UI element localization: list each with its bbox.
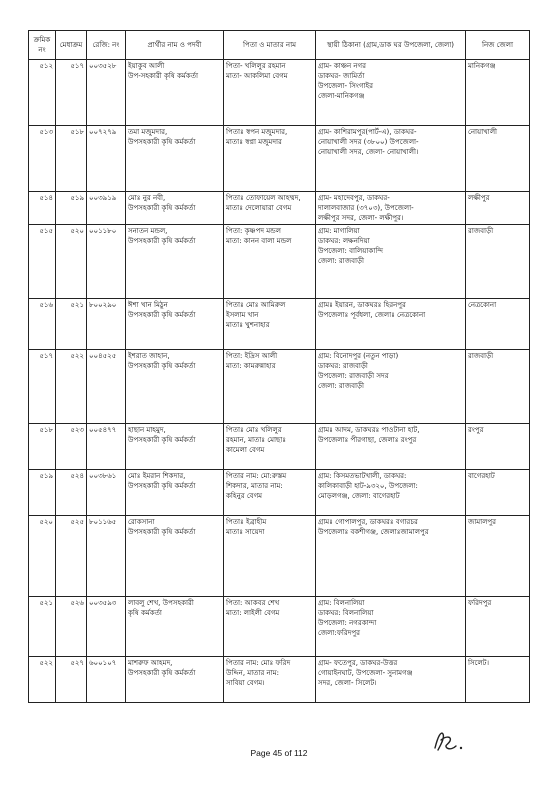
serial-cell: ৫১৮ [29, 424, 56, 470]
name-designation-line: ঈশা খান মিঠুন [128, 301, 168, 309]
name-designation-line: মোঃ ইমরান শিকদার, [128, 472, 186, 480]
home-district-cell: মানিকগঞ্জ [466, 60, 530, 126]
serial-cell: ৫২০ [29, 516, 56, 597]
address-line: জেলা-মানিকগঞ্জ [318, 92, 365, 100]
table-row [29, 192, 530, 225]
address-line: উপজেলা: নগরকান্দা [318, 619, 377, 627]
address-line: গ্রামঃ গোপালপুর, ডাকঘরঃ বগারচর [318, 518, 418, 526]
parents-line: রহমান, মাতাঃ মোছাঃ [226, 436, 286, 444]
name-designation-cell [126, 424, 224, 470]
name-designation-cell [126, 516, 224, 597]
address-line: উপজেলা- সিংগাইর [318, 82, 374, 90]
page-number: Page 45 of 112 [250, 748, 308, 758]
parents-line: পিতার নাম: মোঃ ফরিদ [226, 659, 291, 667]
address-line: গ্রাম- ফতেপুর, ডাকঘর-উত্তর [318, 659, 398, 667]
home-district-cell: সিলেট। [466, 657, 530, 703]
address-cell [316, 126, 466, 192]
reg-no-cell: ৮০১১৬৫ [87, 516, 126, 597]
name-designation-line: কৃষি কর্মকর্তা [128, 609, 162, 617]
table-body [29, 60, 530, 703]
name-designation-line: উপসহকারী কৃষি কর্মকর্তা [128, 362, 196, 370]
name-designation-line: ইশরাত জাহান, [128, 352, 170, 360]
parents-line: মাতাঃ সায়েদা [226, 528, 265, 536]
reg-no-cell: ০০৩৫২৮ [87, 60, 126, 126]
address-line: জেলা: রাজবাড়ী [318, 257, 365, 265]
address-cell [316, 60, 466, 126]
address-cell [316, 225, 466, 299]
parents-line: উদ্দিন, মাতার নাম: [226, 669, 279, 677]
name-designation-cell [126, 470, 224, 516]
address-line: জেলা:ফরিদপুর [318, 629, 360, 637]
candidate-table [28, 30, 530, 703]
merit-cell: ৫২৭ [56, 657, 87, 703]
parents-cell [224, 657, 316, 703]
parents-cell [224, 597, 316, 657]
address-line: ডাকঘর: লক্ষনদিয়া [318, 237, 370, 245]
reg-no-cell: ০০৩৮৬১ [87, 470, 126, 516]
merit-cell: ৫২২ [56, 350, 87, 424]
parents-line: মাতাঃ স্বপ্না মজুমদার [226, 138, 282, 146]
reg-no-cell: ০০৫৪৭৭ [87, 424, 126, 470]
parents-cell [224, 424, 316, 470]
parents-line: মাতাঃ দেলোয়ারা বেগম [226, 204, 292, 212]
table-row [29, 60, 530, 126]
name-designation-line: তমা মজুমদার, [128, 128, 168, 136]
name-designation-line: উপসহকারী কৃষি কর্মকর্তা [128, 237, 196, 245]
address-line: দালালবাজার (৩৭০৩), উপজেলা- [318, 204, 414, 212]
parents-line: পিতার নাম: মো:রুস্তম [226, 472, 287, 480]
name-designation-line: উপ-সহকারী কৃষি কর্মকর্তা [128, 72, 198, 80]
address-line: গ্রাম: মাগালিয়া [318, 227, 360, 235]
address-line: মোড়লগঞ্জ, জেলা: বাগেরহাট [318, 492, 400, 500]
merit-cell: ৫২৪ [56, 470, 87, 516]
reg-no-cell: ৮০০২৯০ [87, 299, 126, 350]
parents-line: মাতা: কানন বালা মন্ডল [226, 237, 292, 245]
parents-line: পিতাঃ মোঃ আমিরুল [226, 301, 286, 309]
address-line: উপজেলাঃ বকশীগঞ্জ, জেলাঃজামালপুর [318, 528, 429, 536]
name-designation-cell [126, 126, 224, 192]
address-line: গ্রামঃ আদম, ডাকঘরঃ পাওটানা হাট, [318, 426, 420, 434]
parents-line: শিকদার, মাতার নাম: [226, 482, 283, 490]
name-designation-line: উপসহকারী কৃষি কর্মকর্তা [128, 311, 196, 319]
parents-line: পিতাঃ ইব্রাহীম [226, 518, 267, 526]
table-header-row [29, 31, 530, 60]
address-cell [316, 657, 466, 703]
address-line: কালিকাবাড়ী হাট-৯৩২০, উপজেলা: [318, 482, 418, 490]
parents-line: কহিনুর বেগম [226, 492, 263, 500]
address-line: গ্রাম- মহাদেবপুর, ডাকঘর- [318, 194, 390, 202]
address-line: গ্রাম- কাঞ্চন নগর [318, 62, 366, 70]
address-line: ডাকঘর: রাজবাড়ী [318, 362, 368, 370]
home-district-cell: রাজবাড়ী [466, 225, 530, 299]
address-line: উপজেলা: বালিয়াকান্দি [318, 247, 383, 255]
name-designation-line: উপসহকারী কৃষি কর্মকর্তা [128, 482, 196, 490]
parents-line: পিতাঃ মোঃ খলিলুর [226, 426, 282, 434]
address-line: জেলা: রাজবাড়ী [318, 382, 365, 390]
name-designation-line: হাছান মাহমুদ, [128, 426, 166, 434]
parents-line: কামেলা বেগম [226, 446, 265, 454]
parents-line: মাতাঃ খুশনাহার [226, 321, 270, 329]
name-designation-line: মাশরুফ আহমদ, [128, 659, 173, 667]
address-line: ডাকঘর- জামির্তা [318, 72, 365, 80]
parents-line: সাবিয়া বেগম। [226, 679, 265, 687]
table-row [29, 225, 530, 299]
address-cell [316, 516, 466, 597]
address-line: গ্রাম: বিলনালিয়া [318, 599, 365, 607]
home-district-cell: নোয়াখালী [466, 126, 530, 192]
home-district-cell: লক্ষীপুর [466, 192, 530, 225]
serial-cell: ৫১৬ [29, 299, 56, 350]
header-parents: পিতা ও মাতার নাম [224, 31, 316, 60]
address-line: উপজেলাঃ পীরগাছা, জেলাঃ রংপুর [318, 436, 417, 444]
address-cell [316, 470, 466, 516]
table-row [29, 299, 530, 350]
parents-cell [224, 470, 316, 516]
merit-cell: ৫২১ [56, 299, 87, 350]
address-cell [316, 424, 466, 470]
table-row [29, 424, 530, 470]
address-line: নোয়াখালী সদর (৩৮০০) উপজেলা- [318, 138, 419, 146]
merit-cell: ৫১৯ [56, 192, 87, 225]
name-designation-cell [126, 597, 224, 657]
home-district-cell: জামালপুর [466, 516, 530, 597]
address-line: উপজেলা: রাজবাড়ী সদর [318, 372, 389, 380]
home-district-cell: নেত্রকোনা [466, 299, 530, 350]
parents-line: পিতাঃ তোফায়েল আহম্মদ, [226, 194, 301, 202]
address-cell [316, 299, 466, 350]
reg-no-cell: ০০৩৯১৯ [87, 192, 126, 225]
name-designation-line: লাবলু শেখ, উপসহকারী [128, 599, 194, 607]
name-designation-cell [126, 657, 224, 703]
name-designation-line: উপসহকারী কৃষি কর্মকর্তা [128, 436, 196, 444]
parents-line: পিতা: কৃষ্ণপদ মন্ডল [226, 227, 281, 235]
parents-cell [224, 225, 316, 299]
address-cell [316, 597, 466, 657]
address-line: উপজেলাঃ পূর্বধলা, জেলাঃ নেত্রকোনা [318, 311, 426, 319]
name-designation-line: উপসহকারী কৃষি কর্মকর্তা [128, 138, 196, 146]
header-address: স্থায়ী ঠিকানা (গ্রাম,ডাক ঘর উপজেলা, জেলা) [316, 31, 466, 60]
table-row [29, 350, 530, 424]
address-cell [316, 192, 466, 225]
parents-line: পিতা: আকবর শেখ [226, 599, 280, 607]
header-reg-no: রেজি: নং [87, 31, 126, 60]
home-district-cell: রাজবাড়ী [466, 350, 530, 424]
parents-cell [224, 126, 316, 192]
parents-line: পিতা: ইদ্রিস আলী [226, 352, 278, 360]
table-row [29, 516, 530, 597]
name-designation-line: উপসহকারী কৃষি কর্মকর্তা [128, 528, 196, 536]
name-designation-cell [126, 225, 224, 299]
serial-cell: ৫১৯ [29, 470, 56, 516]
address-line: গোয়াইনঘাট, উপজেলা- সুনামগঞ্জ [318, 669, 413, 677]
merit-cell: ৫২০ [56, 225, 87, 299]
merit-cell: ৫২৫ [56, 516, 87, 597]
serial-cell: ৫১৩ [29, 126, 56, 192]
merit-cell: ৫২৬ [56, 597, 87, 657]
parents-line: মাতা: কামরুন্নাহার [226, 362, 276, 370]
serial-cell: ৫২১ [29, 597, 56, 657]
address-line: গ্রাম: কিসমতভাটখালী, ডাকঘর: [318, 472, 407, 480]
serial-cell: ৫১৪ [29, 192, 56, 225]
parents-line: মাতা- আকলিমা বেগম [226, 72, 288, 80]
name-designation-cell [126, 350, 224, 424]
header-home-district: নিজ জেলা [466, 31, 530, 60]
name-designation-line: ইয়াকুব আলী [128, 62, 165, 70]
parents-line: পিতা- খলিলুর রহমান [226, 62, 286, 70]
serial-cell: ৫১৫ [29, 225, 56, 299]
reg-no-cell: ০০১১৮০ [87, 225, 126, 299]
address-line: নোয়াখালী সদর, জেলা- নোয়াখালী। [318, 148, 419, 156]
merit-cell: ৫২৩ [56, 424, 87, 470]
serial-cell: ৫১৭ [29, 350, 56, 424]
serial-cell: ৫১২ [29, 60, 56, 126]
parents-cell [224, 60, 316, 126]
name-designation-line: রোকসানা [128, 518, 155, 526]
parents-cell [224, 350, 316, 424]
parents-cell [224, 299, 316, 350]
header-serial: ক্রমিক নং [29, 31, 56, 60]
merit-cell: ৫১৮ [56, 126, 87, 192]
table-row [29, 126, 530, 192]
merit-cell: ৫১৭ [56, 60, 87, 126]
header-merit: মেধাক্রম [56, 31, 87, 60]
parents-line: মাতা: লাইলী বেগম [226, 609, 280, 617]
parents-line: ইসলাম খান [226, 311, 259, 319]
table-row [29, 470, 530, 516]
name-designation-line: মোঃ নুর নবী, [128, 194, 166, 202]
home-district-cell: রংপুর [466, 424, 530, 470]
parents-cell [224, 516, 316, 597]
address-line: গ্রাম- কাশিরামপুর(পার্ট-এ), ডাকঘর- [318, 128, 417, 136]
name-designation-cell [126, 192, 224, 225]
home-district-cell: বাগেরহাট [466, 470, 530, 516]
serial-cell: ৫২২ [29, 657, 56, 703]
table-row [29, 597, 530, 657]
address-line: ডাকঘর: বিলনালিয়া [318, 609, 374, 617]
name-designation-cell [126, 60, 224, 126]
address-line: গ্রাম: বিনোদপুর (নতুন পাড়া) [318, 352, 399, 360]
name-designation-line: সনাতন মন্ডল, [128, 227, 168, 235]
address-line: সদর, জেলা- সিলেট। [318, 679, 377, 687]
reg-no-cell: ০০৭২৭৯ [87, 126, 126, 192]
parents-cell [224, 192, 316, 225]
address-cell [316, 350, 466, 424]
reg-no-cell: ০০৩৫৯৩ [87, 597, 126, 657]
reg-no-cell: ৬০০১০৭ [87, 657, 126, 703]
name-designation-cell [126, 299, 224, 350]
home-district-cell: ফরিদপুর [466, 597, 530, 657]
address-line: গ্রামঃ ইয়ারন, ডাকঘরঃ হিরনপুর [318, 301, 406, 309]
name-designation-line: উপসহকারী কৃষি কর্মকর্তা [128, 204, 196, 212]
name-designation-line: উপসহকারী কৃষি কর্মকর্তা [128, 669, 196, 677]
address-line: লক্ষীপুর সদর, জেলা- লক্ষীপুর। [318, 214, 404, 222]
header-name-designation: প্রার্থীর নাম ও পদবী [126, 31, 224, 60]
parents-line: পিতাঃ স্বপন মজুমদার, [226, 128, 288, 136]
table-row [29, 657, 530, 703]
reg-no-cell: ০০৪৫২৫ [87, 350, 126, 424]
